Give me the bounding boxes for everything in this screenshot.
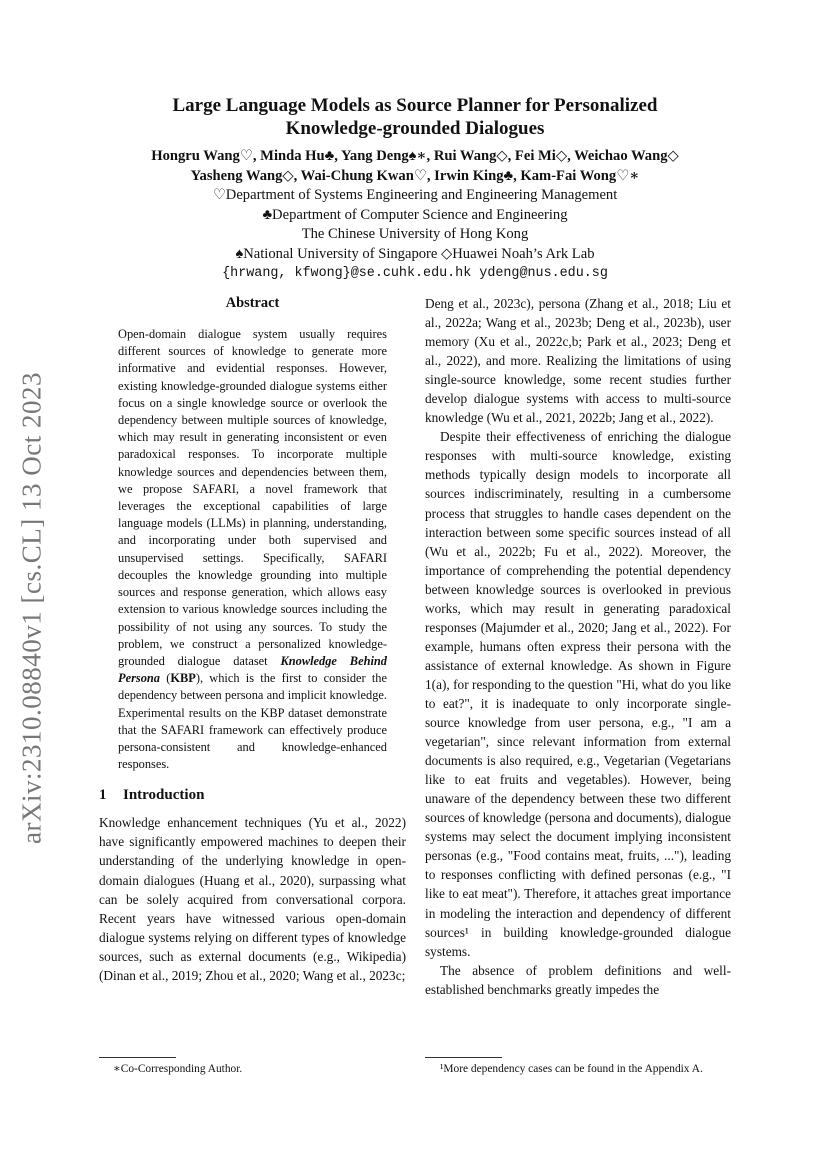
right-column: [425, 294, 731, 999]
arxiv-id: arXiv:2310.08840v1 [cs.CL] 13 Oct 2023: [16, 372, 47, 844]
title-line-2: Knowledge-grounded Dialogues: [285, 118, 545, 139]
footnote-rule-left: [99, 1057, 176, 1058]
abstract-heading: Abstract: [225, 295, 280, 311]
paper-title: [99, 94, 731, 140]
section-number: 1: [99, 787, 107, 804]
author-emails: {hrwang, kfwong}@se.cuhk.edu.hk ydeng@nus.edu.sg: [222, 266, 608, 281]
affiliations: [99, 186, 731, 264]
authors-line-2: Yasheng Wang◇, Wai-Chung Kwan♡, Irwin King♣, Kam-Fai Wong♡∗: [190, 168, 640, 184]
abstract-text-a: Open-domain dialogue system usually requires different sources of knowledge to generate more informative and evidential responses. However, existing knowledge-grounded dialogue systems either focus on a single knowledge source or overlook the dependency between multiple sources of knowledge, which may result in generating inconsistent or even paradoxical responses. To incorporate multiple knowledge sources and dependencies between them, we propose SAFARI, a novel framework that leverages the exceptional capabilities of large language models (LLMs) in planning, understanding, and incorporating under both supervised and unsupervised settings. Specifically, SAFARI decouples the knowledge grounding into multiple sources and response generation, which allows easy extension to various knowledge sources including the possibility of not using any sources. To study the problem, we construct a personalized knowledge-grounded dialogue dataset: [118, 327, 387, 668]
arxiv-stamp: [12, 368, 52, 848]
footnote-right: ¹More dependency cases can be found in the Appendix A.: [440, 1063, 703, 1075]
section-heading-introduction: [99, 786, 406, 805]
affiliation-3: The Chinese University of Hong Kong: [301, 226, 529, 242]
paper-header: [99, 94, 731, 283]
intro-paragraph-1: Knowledge enhancement techniques (Yu et al., 2022) have significantly empowered machines to deepen their understanding of the underlying knowledge in open-domain dialogues (Huang et al., 2020), surpassing what can be solely acquired from conversational corpora. Recent years have witnessed various open-domain dialogue systems relying on different types of knowledge sources, such as external documents (e.g., Wikipedia) (Dinan et al., 2019; Zhou et al., 2020; Wang et al., 2023c;: [99, 815, 406, 983]
section-title: Introduction: [123, 787, 205, 804]
footnote-rule-right: [425, 1057, 502, 1058]
dataset-name: Knowledge Behind Persona: [118, 653, 387, 686]
affiliation-1: ♡Department of Systems Engineering and Engineering Management: [212, 187, 618, 203]
left-column: [99, 294, 406, 985]
affiliation-4: ♠National University of Singapore ◇Huawei Noah’s Ark Lab: [235, 245, 595, 262]
abstract-body: Open-domain dialogue system usually requires different sources of knowledge to generate more informative and evidential responses. However, existing knowledge-grounded dialogue systems either focus on a single knowledge source or overlook the dependency between multiple sources of knowledge, which may result in generating inconsistent or even paradoxical responses. To incorporate multiple knowledge sources and dependencies between them, we propose SAFARI, a novel framework that leverages the exceptional capabilities of large language models (LLMs) in planning, understanding, and incorporating under both supervised and unsupervised settings. Specifically, SAFARI decouples the knowledge grounding into multiple sources and response generation, which allows easy extension to various knowledge sources including the possibility of not using any sources. To study the problem, we construct a personalized knowledge-grounded dialogue dataset Knowledge Behind Persona (KBP), which is the first to consider the dependency between persona and implicit knowledge. Experimental results on the KBP dataset demonstrate that the SAFARI framework can effectively produce persona-consistent and knowledge-enhanced responses.: [118, 327, 387, 772]
affiliation-2: ♣Department of Computer Science and Engineering: [262, 206, 568, 223]
right-paragraph-1: Deng et al., 2023c), persona (Zhang et al., 2018; Liu et al., 2022a; Wang et al., 2023b; Deng et al., 2023b), user memory (Xu et al., 2022c,b; Park et al., 2023; Deng et al., 2022), and more. Realizing the limitations of using single-source knowledge, some recent studies further develop dialogue systems with access to multi-source knowledge (Wu et al., 2021, 2022b; Jang et al., 2022).: [425, 296, 731, 426]
right-paragraph-3: The absence of problem definitions and well-established benchmarks greatly impedes the: [425, 962, 731, 997]
dataset-abbr: KBP: [170, 671, 196, 686]
authors-line-1: Hongru Wang♡, Minda Hu♣, Yang Deng♠∗, Rui Wang◇, Fei Mi◇, Weichao Wang◇: [151, 148, 679, 164]
right-paragraph-2: Despite their effectiveness of enriching the dialogue responses with multi-source knowledge, existing methods typically design models to incorporate all sources indiscriminately, resulting in a cumbersome process that struggles to handle cases dependent on the interaction between some specific sources instead of all (Wu et al., 2022b; Fu et al., 2022). Moreover, the importance of comprehending the potential dependency between knowledge sources is overlooked in previous works, which may result in generating paradoxical responses (Majumder et al., 2020; Jang et al., 2022). For example, humans often express their persona with the assistance of external knowledge. As shown in Figure 1(a), for responding to the question "Hi, what do you like to eat?", it is inadequate to only incorporate single-source knowledge from user persona, e.g., "I am a vegetarian", since relevant information from external documents is also required, e.g., Vegetarian (Vegetarians like to eat fruits and vegetables). However, being unaware of the dependency between these two different sources of knowledge (persona and documents), dialogue systems may select the document implying inconsistent personas (e.g., "Food contains meat, fruits, ..."), leading to responses conflicting with defined personas (e.g., "I like to eat meat"). Therefore, it attaches great importance in modeling the interaction and dependency of different sources¹ in building knowledge-grounded dialogue systems.: [425, 429, 731, 959]
title-line-1: Large Language Models as Source Planner for Personalized: [172, 95, 658, 116]
footnote-left: ∗Co-Corresponding Author.: [113, 1063, 243, 1075]
abstract-text-b: ), which is the first to consider the dependency between persona and implicit knowledge. Experimental results on the KBP dataset demonstrate that the SAFARI framework can effectively produce persona-consistent and knowledge-enhanced responses.: [118, 671, 387, 772]
author-list: [99, 146, 731, 186]
